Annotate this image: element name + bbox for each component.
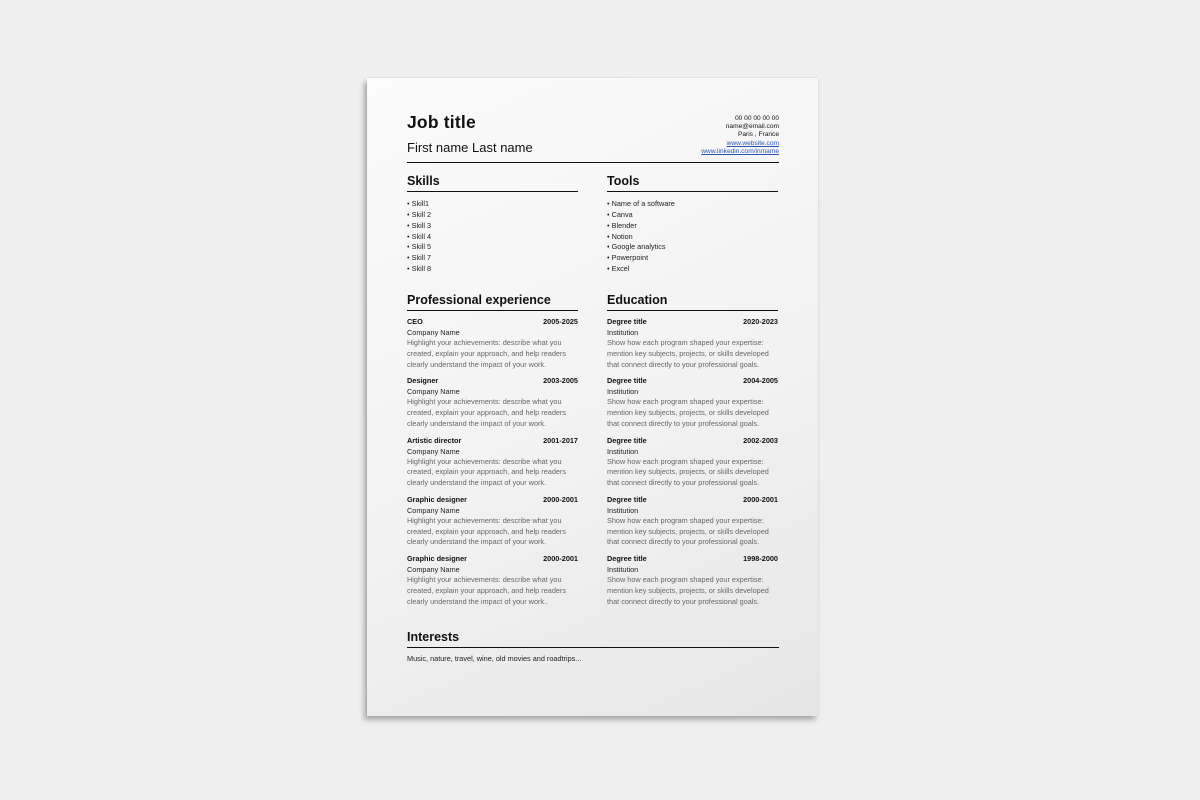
degree-dates: 2002-2003 xyxy=(743,435,778,445)
institution-name: Institution xyxy=(607,328,639,338)
degree-description: Show how each program shaped your expertise: mention key subjects, projects, or skills developed that connect directly to your professional goals. xyxy=(607,397,769,429)
skills-heading: Skills xyxy=(407,174,440,188)
tools-list xyxy=(607,199,778,275)
education-section xyxy=(607,292,778,613)
degree-title: Degree title xyxy=(607,554,647,564)
job-role: Graphic designer xyxy=(407,494,468,504)
full-name: First name Last name xyxy=(407,140,533,155)
linkedin-link[interactable]: www.linkedin.com/in/name xyxy=(701,147,779,155)
education-entry xyxy=(607,317,778,376)
experience-list xyxy=(407,317,578,613)
list-item: • Skill 8 xyxy=(407,264,578,275)
degree-title: Degree title xyxy=(607,435,647,445)
job-dates: 2001-2017 xyxy=(543,435,578,445)
degree-description: Show how each program shaped your expertise: mention key subjects, projects, or skills developed that connect directly to your professional goals. xyxy=(607,515,769,547)
list-item: • Skill 2 xyxy=(407,210,578,221)
list-item: • Google analytics xyxy=(607,242,778,253)
company-name: Company Name xyxy=(407,328,460,338)
contact-email: name@email.com xyxy=(725,123,779,131)
company-name: Company Name xyxy=(407,387,460,397)
job-description: Highlight your achievements: describe what you created, explain your approach, and help readers clearly understand the impact of your work. xyxy=(407,515,567,547)
job-dates: 2000-2001 xyxy=(543,554,578,564)
list-item: • Name of a software xyxy=(607,199,778,210)
job-role: Designer xyxy=(407,376,439,386)
interests-heading: Interests xyxy=(407,630,460,644)
list-item: • Powerpoint xyxy=(607,253,778,264)
company-name: Company Name xyxy=(407,505,460,515)
list-item: • Skill 5 xyxy=(407,242,578,253)
list-item: • Excel xyxy=(607,264,778,275)
experience-entry xyxy=(407,376,578,435)
degree-title: Degree title xyxy=(607,376,647,386)
interests-text: Music, nature, travel, wine, old movies and roadtrips... xyxy=(407,654,582,664)
job-role: Graphic designer xyxy=(407,554,468,564)
institution-name: Institution xyxy=(607,505,639,515)
degree-description: Show how each program shaped your expertise: mention key subjects, projects, or skills developed that connect directly to your professional goals. xyxy=(607,456,769,488)
tools-heading: Tools xyxy=(607,174,640,188)
header-divider xyxy=(407,162,779,163)
job-description: Highlight your achievements: describe what you created, explain your approach, and help readers clearly understand the impact of your work. xyxy=(407,397,567,429)
experience-section xyxy=(407,292,578,613)
list-item: • Notion xyxy=(607,232,778,243)
skills-divider xyxy=(407,191,578,192)
job-description: Highlight your achievements: describe what you created, explain your approach, and help readers clearly understand the impact of your work. xyxy=(407,338,567,369)
website-link[interactable]: www.website.com xyxy=(726,139,779,147)
education-entry xyxy=(607,376,778,435)
list-item: • Skill 7 xyxy=(407,253,578,264)
degree-title: Degree title xyxy=(607,317,647,327)
skills-list xyxy=(407,199,578,275)
experience-heading: Professional experience xyxy=(407,293,551,307)
contact-block xyxy=(701,115,779,156)
degree-dates: 1998-2000 xyxy=(743,554,778,564)
job-description: Highlight your achievements: describe what you created, explain your approach, and help readers clearly understand the impact of your work. xyxy=(407,456,567,488)
job-role: CEO xyxy=(407,317,423,327)
job-description: Highlight your achievements: describe what you created, explain your approach, and help readers clearly understand the impact of your work.. xyxy=(407,575,567,606)
job-dates: 2003-2005 xyxy=(543,376,578,386)
degree-description: Show how each program shaped your expertise: mention key subjects, projects, or skills developed that connect directly to your professional goals. xyxy=(607,575,769,606)
list-item: • Blender xyxy=(607,221,778,232)
degree-dates: 2020-2023 xyxy=(743,317,778,327)
resume-sheet xyxy=(367,78,818,716)
experience-entry xyxy=(407,436,578,495)
skills-section xyxy=(407,173,578,275)
list-item: • Skill 3 xyxy=(407,221,578,232)
list-item: • Canva xyxy=(607,210,778,221)
job-role: Artistic director xyxy=(407,435,462,445)
experience-entry xyxy=(407,317,578,376)
contact-location: Paris , France xyxy=(737,131,779,139)
tools-divider xyxy=(607,191,778,192)
institution-name: Institution xyxy=(607,565,639,575)
job-dates: 2005-2025 xyxy=(543,317,578,327)
company-name: Company Name xyxy=(407,565,460,575)
interests-section xyxy=(407,629,779,664)
degree-dates: 2004-2005 xyxy=(743,376,778,386)
education-entry xyxy=(607,495,778,554)
degree-description: Show how each program shaped your expertise: mention key subjects, projects, or skills developed that connect directly to your professional goals. xyxy=(607,338,769,369)
experience-entry xyxy=(407,554,578,613)
institution-name: Institution xyxy=(607,446,639,456)
degree-title: Degree title xyxy=(607,494,647,504)
tools-section xyxy=(607,173,778,275)
degree-dates: 2000-2001 xyxy=(743,494,778,504)
company-name: Company Name xyxy=(407,446,460,456)
job-title: Job title xyxy=(407,112,476,132)
list-item: • Skill1 xyxy=(407,199,578,210)
institution-name: Institution xyxy=(607,387,639,397)
experience-divider xyxy=(407,310,578,311)
experience-entry xyxy=(407,495,578,554)
job-dates: 2000-2001 xyxy=(543,494,578,504)
education-heading: Education xyxy=(607,293,668,307)
education-entry xyxy=(607,554,778,613)
interests-divider xyxy=(407,647,779,648)
education-entry xyxy=(607,436,778,495)
education-list xyxy=(607,317,778,613)
list-item: • Skill 4 xyxy=(407,232,578,243)
contact-phone: 00 00 00 00 00 xyxy=(735,115,779,122)
education-divider xyxy=(607,310,778,311)
